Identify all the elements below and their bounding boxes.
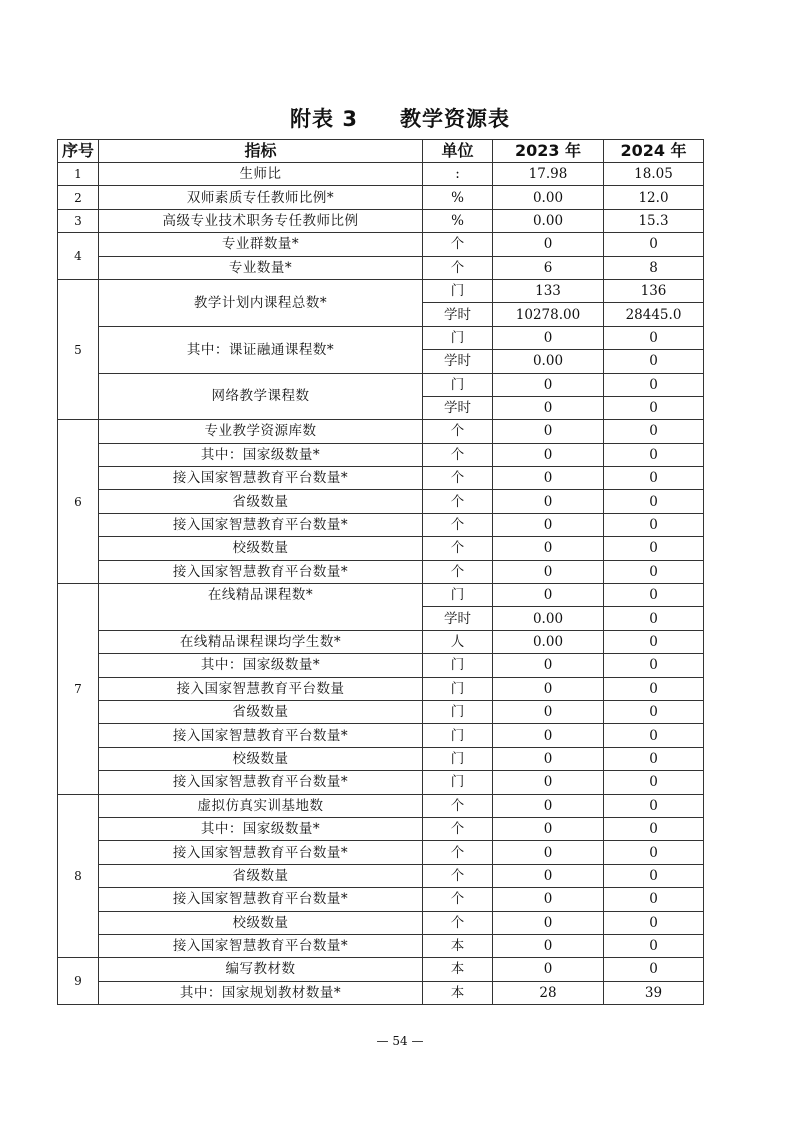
unit-cell: 个 [423, 537, 493, 560]
unit-cell: 个 [423, 420, 493, 443]
unit-cell: 门 [423, 747, 493, 770]
unit-cell: 个 [423, 443, 493, 466]
seq-cell: 5 [58, 279, 99, 419]
indicator-cell: 接入国家智慧教育平台数量* [99, 771, 423, 794]
value-2023: 0 [493, 584, 604, 607]
table-row [58, 700, 704, 723]
value-2024: 0 [604, 864, 704, 887]
value-2023: 0 [493, 326, 604, 349]
value-2024: 0 [604, 584, 704, 607]
value-2024: 0 [604, 654, 704, 677]
unit-cell: 门 [423, 677, 493, 700]
value-2024: 39 [604, 981, 704, 1004]
unit-cell: 个 [423, 256, 493, 279]
value-2023: 0.00 [493, 607, 604, 630]
header-2024: 2024 年 [604, 140, 704, 163]
value-2024: 12.0 [604, 186, 704, 209]
indicator-cell: 省级数量 [99, 490, 423, 513]
unit-cell: 个 [423, 864, 493, 887]
value-2023: 0 [493, 817, 604, 840]
unit-cell: 门 [423, 584, 493, 607]
header-2023: 2023 年 [493, 140, 604, 163]
table-row [58, 560, 704, 583]
indicator-cell: 专业数量* [99, 256, 423, 279]
value-2023: 0 [493, 911, 604, 934]
indicator-cell: 专业群数量* [99, 233, 423, 256]
value-2023: 0 [493, 864, 604, 887]
value-2024: 0 [604, 350, 704, 373]
value-2024: 0 [604, 794, 704, 817]
table-row [58, 864, 704, 887]
value-2023: 0 [493, 888, 604, 911]
value-2024: 0 [604, 700, 704, 723]
seq-cell: 3 [58, 209, 99, 232]
unit-cell: 个 [423, 794, 493, 817]
value-2024: 0 [604, 467, 704, 490]
header-row [58, 140, 704, 163]
indicator-cell: 接入国家智慧教育平台数量* [99, 934, 423, 957]
table-row [58, 279, 704, 302]
unit-cell: 个 [423, 841, 493, 864]
value-2023: 0 [493, 700, 604, 723]
value-2024: 0 [604, 443, 704, 466]
table-row [58, 630, 704, 653]
indicator-cell: 教学计划内课程总数* [99, 279, 423, 326]
indicator-cell: 其中：国家级数量* [99, 443, 423, 466]
value-2024: 0 [604, 911, 704, 934]
indicator-cell: 其中：国家规划教材数量* [99, 981, 423, 1004]
unit-cell: 门 [423, 700, 493, 723]
unit-cell: 本 [423, 934, 493, 957]
value-2024: 0 [604, 958, 704, 981]
table-row [58, 817, 704, 840]
table-row [58, 747, 704, 770]
unit-cell: 门 [423, 326, 493, 349]
table-row [58, 841, 704, 864]
indicator-cell: 接入国家智慧教育平台数量* [99, 560, 423, 583]
unit-cell: 门 [423, 654, 493, 677]
indicator-cell: 省级数量 [99, 864, 423, 887]
unit-cell: 门 [423, 279, 493, 302]
page-title [0, 103, 800, 133]
value-2024: 0 [604, 233, 704, 256]
indicator-cell: 在线精品课程数* [99, 584, 423, 631]
table-row [58, 911, 704, 934]
header-seq: 序号 [58, 140, 99, 163]
indicator-cell: 编写教材数 [99, 958, 423, 981]
table-row [58, 490, 704, 513]
title-main: 教学资源表 [399, 107, 510, 131]
value-2023: 0 [493, 958, 604, 981]
header-indicator: 指标 [99, 140, 423, 163]
page-number: — 54 — [376, 1034, 424, 1048]
table-row [58, 256, 704, 279]
value-2023: 0 [493, 654, 604, 677]
indicator-cell: 网络教学课程数 [99, 373, 423, 420]
table-row [58, 794, 704, 817]
indicator-cell: 专业教学资源库数 [99, 420, 423, 443]
table-row [58, 163, 704, 186]
value-2023: 0.00 [493, 630, 604, 653]
value-2024: 0 [604, 607, 704, 630]
value-2023: 0 [493, 747, 604, 770]
unit-cell: 人 [423, 630, 493, 653]
indicator-cell: 在线精品课程课均学生数* [99, 630, 423, 653]
value-2023: 0 [493, 396, 604, 419]
indicator-cell: 接入国家智慧教育平台数量* [99, 467, 423, 490]
value-2023: 0 [493, 467, 604, 490]
unit-cell: 学时 [423, 303, 493, 326]
indicator-cell: 其中：国家级数量* [99, 654, 423, 677]
table-row [58, 443, 704, 466]
table-row [58, 233, 704, 256]
value-2023: 0 [493, 537, 604, 560]
indicator-cell: 接入国家智慧教育平台数量* [99, 841, 423, 864]
value-2024: 8 [604, 256, 704, 279]
indicator-cell: 生师比 [99, 163, 423, 186]
indicator-cell: 接入国家智慧教育平台数量* [99, 724, 423, 747]
value-2024: 0 [604, 326, 704, 349]
indicator-cell: 接入国家智慧教育平台数量* [99, 513, 423, 536]
value-2024: 0 [604, 841, 704, 864]
table-row [58, 537, 704, 560]
value-2024: 0 [604, 513, 704, 536]
value-2023: 0 [493, 677, 604, 700]
value-2023: 0.00 [493, 209, 604, 232]
seq-cell: 8 [58, 794, 99, 958]
value-2024: 0 [604, 677, 704, 700]
unit-cell: 个 [423, 490, 493, 513]
value-2023: 0 [493, 934, 604, 957]
value-2024: 0 [604, 747, 704, 770]
unit-cell: 本 [423, 981, 493, 1004]
unit-cell: 门 [423, 373, 493, 396]
value-2024: 0 [604, 724, 704, 747]
value-2023: 0 [493, 724, 604, 747]
indicator-cell: 双师素质专任教师比例* [99, 186, 423, 209]
value-2023: 0 [493, 560, 604, 583]
seq-cell: 9 [58, 958, 99, 1005]
seq-cell: 4 [58, 233, 99, 280]
indicator-cell: 接入国家智慧教育平台数量* [99, 888, 423, 911]
value-2023: 133 [493, 279, 604, 302]
unit-cell: 个 [423, 911, 493, 934]
seq-cell: 1 [58, 163, 99, 186]
unit-cell: 本 [423, 958, 493, 981]
title-prefix: 附表 3 [290, 107, 358, 131]
value-2023: 0 [493, 420, 604, 443]
seq-cell: 2 [58, 186, 99, 209]
indicator-cell: 校级数量 [99, 537, 423, 560]
table-row [58, 373, 704, 396]
value-2023: 6 [493, 256, 604, 279]
table-row [58, 513, 704, 536]
value-2024: 0 [604, 888, 704, 911]
unit-cell: 个 [423, 560, 493, 583]
value-2024: 15.3 [604, 209, 704, 232]
value-2024: 0 [604, 560, 704, 583]
value-2023: 0 [493, 443, 604, 466]
value-2024: 0 [604, 817, 704, 840]
unit-cell: 门 [423, 724, 493, 747]
unit-cell: % [423, 186, 493, 209]
unit-cell: 个 [423, 513, 493, 536]
unit-cell: 个 [423, 817, 493, 840]
table-row [58, 326, 704, 349]
table-row [58, 888, 704, 911]
table-row [58, 771, 704, 794]
value-2023: 10278.00 [493, 303, 604, 326]
value-2024: 136 [604, 279, 704, 302]
indicator-cell: 虚拟仿真实训基地数 [99, 794, 423, 817]
value-2023: 0 [493, 841, 604, 864]
value-2023: 17.98 [493, 163, 604, 186]
seq-cell: 7 [58, 584, 99, 795]
table-row [58, 209, 704, 232]
indicator-cell: 校级数量 [99, 911, 423, 934]
indicator-cell: 校级数量 [99, 747, 423, 770]
value-2024: 0 [604, 771, 704, 794]
table-row [58, 981, 704, 1004]
value-2024: 18.05 [604, 163, 704, 186]
unit-cell: 个 [423, 233, 493, 256]
value-2023: 0.00 [493, 350, 604, 373]
unit-cell: % [423, 209, 493, 232]
value-2023: 0 [493, 513, 604, 536]
teaching-resources-table [57, 139, 704, 1005]
value-2024: 0 [604, 396, 704, 419]
indicator-cell: 其中：课证融通课程数* [99, 326, 423, 373]
indicator-cell: 省级数量 [99, 700, 423, 723]
table-row [58, 467, 704, 490]
value-2024: 0 [604, 420, 704, 443]
table-row [58, 724, 704, 747]
value-2024: 0 [604, 934, 704, 957]
indicator-cell: 其中：国家级数量* [99, 817, 423, 840]
value-2024: 0 [604, 537, 704, 560]
table-row [58, 654, 704, 677]
value-2023: 0.00 [493, 186, 604, 209]
unit-cell: 个 [423, 888, 493, 911]
value-2024: 28445.0 [604, 303, 704, 326]
table-row [58, 420, 704, 443]
table-row [58, 934, 704, 957]
value-2024: 0 [604, 373, 704, 396]
unit-cell: : [423, 163, 493, 186]
table-row [58, 958, 704, 981]
unit-cell: 学时 [423, 350, 493, 373]
value-2023: 0 [493, 794, 604, 817]
unit-cell: 门 [423, 771, 493, 794]
value-2023: 0 [493, 373, 604, 396]
value-2024: 0 [604, 630, 704, 653]
value-2023: 0 [493, 490, 604, 513]
unit-cell: 学时 [423, 396, 493, 419]
unit-cell: 学时 [423, 607, 493, 630]
header-unit: 单位 [423, 140, 493, 163]
indicator-cell: 高级专业技术职务专任教师比例 [99, 209, 423, 232]
value-2023: 0 [493, 233, 604, 256]
value-2024: 0 [604, 490, 704, 513]
table-row [58, 186, 704, 209]
unit-cell: 个 [423, 467, 493, 490]
value-2023: 28 [493, 981, 604, 1004]
table-row [58, 677, 704, 700]
seq-cell: 6 [58, 420, 99, 584]
indicator-cell: 接入国家智慧教育平台数量 [99, 677, 423, 700]
value-2023: 0 [493, 771, 604, 794]
table-row [58, 584, 704, 607]
